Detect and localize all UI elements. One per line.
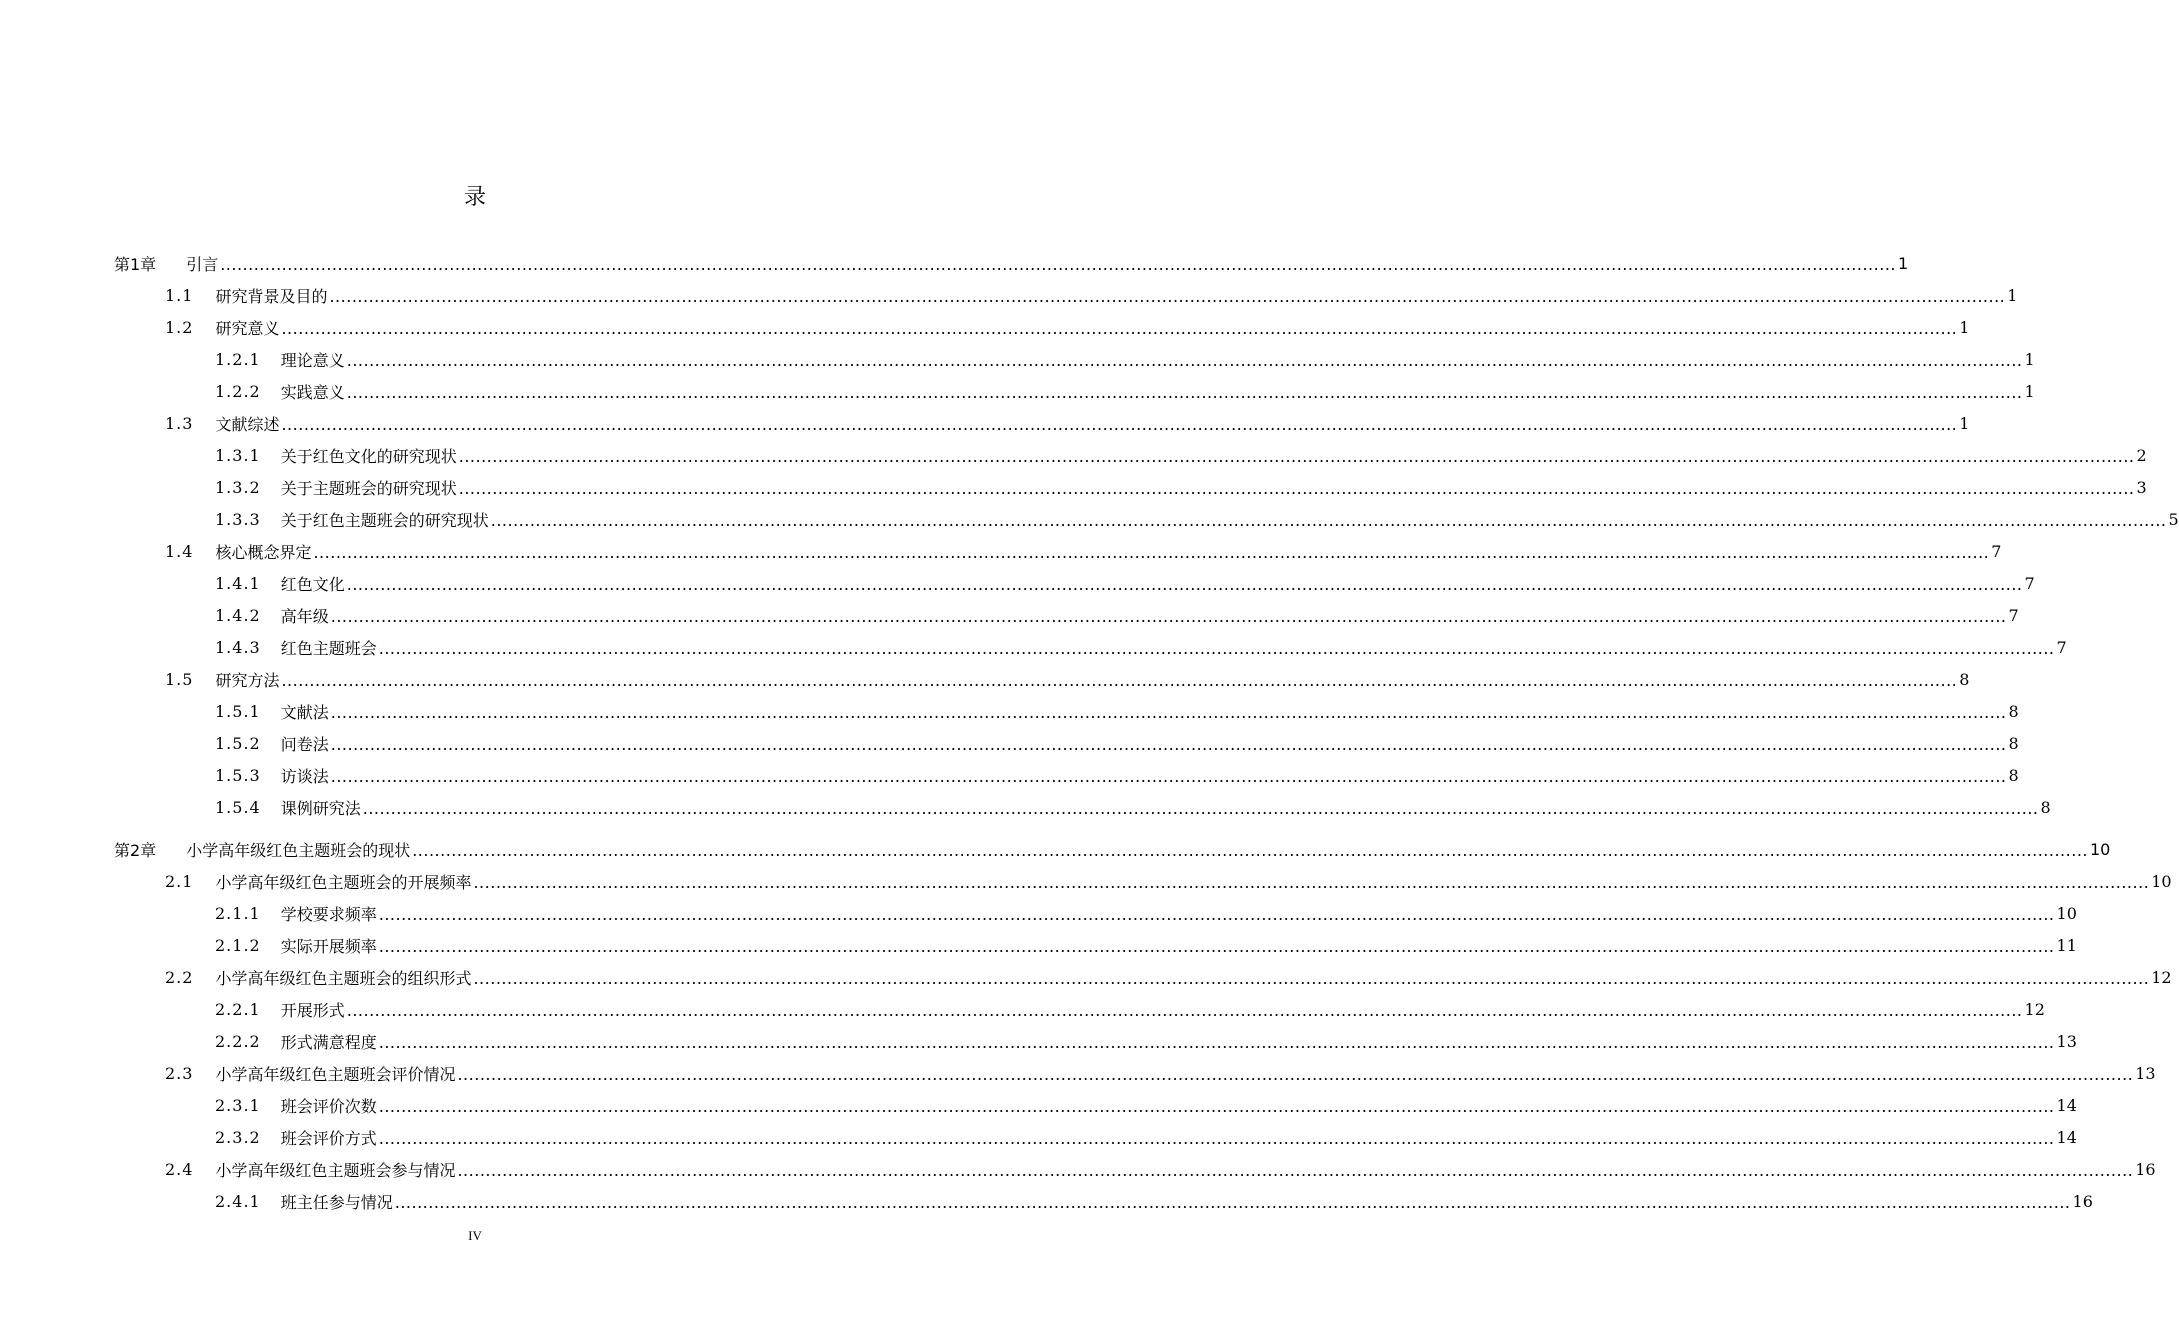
- toc-dot-leader: ............................................................................................................................................................................................................................................................................................................: [220, 254, 1896, 274]
- toc-entry-page-number: 1: [1897, 253, 1909, 273]
- toc-dot-leader: ............................................................................................................................................................................................................................................................................................................: [458, 446, 2135, 466]
- toc-subsection-entry[interactable]: [0, 898, 2077, 928]
- toc-dot-leader: ............................................................................................................................................................................................................................................................................................................: [378, 904, 2055, 924]
- toc-subsection-entry[interactable]: [0, 994, 2045, 1024]
- toc-dot-leader: ............................................................................................................................................................................................................................................................................................................: [473, 968, 2150, 988]
- toc-entry-page-number: 13: [2135, 1063, 2156, 1083]
- toc-entry-title: 小学高年级红色主题班会参与情况: [215, 1160, 456, 1180]
- toc-entry-page-number: 11: [2056, 935, 2077, 955]
- toc-entry-title: 班会评价方式: [280, 1128, 377, 1148]
- toc-entry-title: 研究意义: [215, 318, 280, 338]
- toc-entry-page-number: 12: [2151, 967, 2172, 987]
- toc-entry-title: 研究背景及目的: [215, 286, 328, 306]
- toc-entry-title: 核心概念界定: [215, 542, 312, 562]
- toc-entry-page-number: 14: [2056, 1127, 2077, 1147]
- toc-dot-leader: ............................................................................................................................................................................................................................................................................................................: [378, 1096, 2055, 1116]
- toc-entry-title: 形式满意程度: [280, 1032, 377, 1052]
- toc-subsection-entry[interactable]: [0, 472, 2147, 502]
- page-number-footer: IV: [468, 1228, 482, 1243]
- toc-entry-number: 1.3.2: [215, 477, 261, 497]
- toc-section-entry[interactable]: [0, 312, 1970, 342]
- toc-subsection-entry[interactable]: [0, 696, 2019, 726]
- toc-entry-page-number: 7: [2056, 637, 2067, 657]
- toc-dot-leader: ............................................................................................................................................................................................................................................................................................................: [330, 766, 2007, 786]
- toc-section-entry[interactable]: [0, 280, 2018, 310]
- toc-entry-page-number: 10: [2056, 903, 2077, 923]
- toc-entry-page-number: 8: [2008, 701, 2019, 721]
- toc-dot-leader: ............................................................................................................................................................................................................................................................................................................: [490, 510, 2167, 530]
- toc-entry-page-number: 7: [2024, 573, 2035, 593]
- toc-entry-title: 实践意义: [280, 382, 345, 402]
- toc-dot-leader: ............................................................................................................................................................................................................................................................................................................: [346, 1000, 2023, 1020]
- toc-entry-number: 2.2.1: [215, 999, 261, 1019]
- toc-dot-leader: ............................................................................................................................................................................................................................................................................................................: [458, 478, 2135, 498]
- toc-entry-title: 班主任参与情况: [280, 1192, 393, 1212]
- toc-subsection-entry[interactable]: [0, 792, 2051, 822]
- toc-dot-leader: ............................................................................................................................................................................................................................................................................................................: [473, 872, 2150, 892]
- toc-entry-number: 第2章: [114, 840, 157, 860]
- toc-dot-leader: ............................................................................................................................................................................................................................................................................................................: [457, 1064, 2134, 1084]
- toc-entry-number: 1.1: [165, 285, 194, 305]
- toc-section-entry[interactable]: [0, 1058, 2156, 1088]
- toc-entry-title: 实际开展频率: [280, 936, 377, 956]
- toc-entry-number: 1.2.2: [215, 381, 261, 401]
- toc-dot-leader: ............................................................................................................................................................................................................................................................................................................: [457, 1160, 2134, 1180]
- toc-entry-number: 1.5.2: [215, 733, 261, 753]
- toc-entry-title: 关于红色文化的研究现状: [280, 446, 457, 466]
- toc-entry-number: 1.2.1: [215, 349, 261, 369]
- toc-entry-number: 2.3.1: [215, 1095, 261, 1115]
- toc-entry-page-number: 8: [2040, 797, 2051, 817]
- toc-entry-title: 研究方法: [215, 670, 280, 690]
- toc-chapter-entry[interactable]: [0, 834, 2111, 864]
- toc-subsection-entry[interactable]: [0, 344, 2035, 374]
- toc-entry-title: 开展形式: [280, 1000, 345, 1020]
- toc-entry-number: 1.4: [165, 541, 194, 561]
- toc-entry-page-number: 16: [2072, 1191, 2093, 1211]
- toc-entry-title: 小学高年级红色主题班会评价情况: [215, 1064, 456, 1084]
- toc-entry-number: 1.2: [165, 317, 194, 337]
- toc-entry-title: 引言: [186, 254, 219, 274]
- toc-dot-leader: ............................................................................................................................................................................................................................................................................................................: [313, 542, 1990, 562]
- toc-entry-number: 2.4: [165, 1159, 194, 1179]
- toc-entry-page-number: 8: [2008, 733, 2019, 753]
- toc-entry-title: 班会评价次数: [280, 1096, 377, 1116]
- toc-entry-number: 1.4.1: [215, 573, 261, 593]
- toc-subsection-entry[interactable]: [0, 1026, 2077, 1056]
- toc-dot-leader: ............................................................................................................................................................................................................................................................................................................: [330, 702, 2007, 722]
- toc-entry-title: 课例研究法: [280, 798, 361, 818]
- toc-entry-page-number: 5: [2168, 509, 2179, 529]
- toc-entry-page-number: 1: [2007, 285, 2018, 305]
- toc-subsection-entry[interactable]: [0, 376, 2035, 406]
- toc-entry-number: 1.5.3: [215, 765, 261, 785]
- toc-subsection-entry[interactable]: [0, 1122, 2077, 1152]
- toc-dot-leader: ............................................................................................................................................................................................................................................................................................................: [329, 286, 2006, 306]
- toc-entry-page-number: 8: [2008, 765, 2019, 785]
- toc-dot-leader: ............................................................................................................................................................................................................................................................................................................: [281, 318, 1958, 338]
- toc-entry-title: 红色文化: [280, 574, 345, 594]
- toc-entry-page-number: 14: [2056, 1095, 2077, 1115]
- toc-entry-page-number: 1: [2024, 349, 2035, 369]
- toc-subsection-entry[interactable]: [0, 1186, 2093, 1216]
- toc-section-entry[interactable]: [0, 408, 1970, 438]
- toc-entry-title: 访谈法: [280, 766, 329, 786]
- toc-dot-leader: ............................................................................................................................................................................................................................................................................................................: [394, 1192, 2071, 1212]
- toc-entry-number: 2.4.1: [215, 1191, 261, 1211]
- toc-entry-page-number: 7: [2008, 605, 2019, 625]
- toc-entry-title: 小学高年级红色主题班会的现状: [186, 840, 411, 860]
- toc-entry-title: 理论意义: [280, 350, 345, 370]
- toc-entry-page-number: 1: [1959, 413, 1970, 433]
- toc-entry-page-number: 13: [2056, 1031, 2077, 1051]
- toc-subsection-entry[interactable]: [0, 440, 2147, 470]
- toc-entry-number: 2.3: [165, 1063, 194, 1083]
- toc-entry-number: 1.5.4: [215, 797, 261, 817]
- toc-entry-number: 1.4.2: [215, 605, 261, 625]
- toc-dot-leader: ............................................................................................................................................................................................................................................................................................................: [330, 734, 2007, 754]
- toc-section-entry[interactable]: [0, 1154, 2156, 1184]
- toc-entry-page-number: 7: [1991, 541, 2002, 561]
- toc-dot-leader: ............................................................................................................................................................................................................................................................................................................: [346, 350, 2023, 370]
- toc-entry-title: 学校要求频率: [280, 904, 377, 924]
- toc-dot-leader: ............................................................................................................................................................................................................................................................................................................: [362, 798, 2039, 818]
- toc-entry-number: 1.3: [165, 413, 194, 433]
- toc-subsection-entry[interactable]: [0, 632, 2067, 662]
- toc-entry-number: 1.3.1: [215, 445, 261, 465]
- toc-entry-title: 小学高年级红色主题班会的组织形式: [215, 968, 472, 988]
- toc-entry-number: 2.3.2: [215, 1127, 261, 1147]
- toc-entry-title: 高年级: [280, 606, 329, 626]
- toc-entry-page-number: 2: [2136, 445, 2147, 465]
- toc-section-entry[interactable]: [0, 866, 2172, 896]
- toc-dot-leader: ............................................................................................................................................................................................................................................................................................................: [330, 606, 2007, 626]
- toc-entry-page-number: 10: [2089, 839, 2111, 859]
- toc-section-entry[interactable]: [0, 536, 2002, 566]
- toc-entry-number: 1.3.3: [215, 509, 261, 529]
- toc-entry-page-number: 1: [1959, 317, 1970, 337]
- toc-entry-page-number: 8: [1959, 669, 1970, 689]
- toc-entry-page-number: 16: [2135, 1159, 2156, 1179]
- toc-subsection-entry[interactable]: [0, 504, 2179, 534]
- toc-entry-title: 关于红色主题班会的研究现状: [280, 510, 489, 530]
- toc-dot-leader: ............................................................................................................................................................................................................................................................................................................: [281, 414, 1958, 434]
- toc-dot-leader: ............................................................................................................................................................................................................................................................................................................: [281, 670, 1958, 690]
- toc-entry-page-number: 1: [2024, 381, 2035, 401]
- toc-dot-leader: ............................................................................................................................................................................................................................................................................................................: [412, 840, 2088, 860]
- toc-entry-title: 红色主题班会: [280, 638, 377, 658]
- toc-section-entry[interactable]: [0, 962, 2172, 992]
- toc-dot-leader: ............................................................................................................................................................................................................................................................................................................: [378, 1032, 2055, 1052]
- toc-dot-leader: ............................................................................................................................................................................................................................................................................................................: [378, 638, 2055, 658]
- toc-dot-leader: ............................................................................................................................................................................................................................................................................................................: [378, 936, 2055, 956]
- toc-subsection-entry[interactable]: [0, 930, 2077, 960]
- toc-subsection-entry[interactable]: [0, 760, 2019, 790]
- toc-subsection-entry[interactable]: [0, 1090, 2077, 1120]
- toc-entry-number: 2.2: [165, 967, 194, 987]
- toc-entry-title: 小学高年级红色主题班会的开展频率: [215, 872, 472, 892]
- toc-entry-number: 2.1.2: [215, 935, 261, 955]
- toc-entry-number: 第1章: [114, 254, 157, 274]
- toc-dot-leader: ............................................................................................................................................................................................................................................................................................................: [346, 382, 2023, 402]
- toc-entry-title: 关于主题班会的研究现状: [280, 478, 457, 498]
- toc-subsection-entry[interactable]: [0, 728, 2019, 758]
- toc-entry-number: 2.1.1: [215, 903, 261, 923]
- toc-dot-leader: ............................................................................................................................................................................................................................................................................................................: [378, 1128, 2055, 1148]
- toc-entry-number: 1.5: [165, 669, 194, 689]
- toc-subsection-entry[interactable]: [0, 600, 2019, 630]
- toc-dot-leader: ............................................................................................................................................................................................................................................................................................................: [346, 574, 2023, 594]
- toc-entry-title: 文献综述: [215, 414, 280, 434]
- toc-entry-number: 2.2.2: [215, 1031, 261, 1051]
- toc-title: 录: [463, 185, 486, 210]
- toc-entry-title: 问卷法: [280, 734, 329, 754]
- toc-entry-number: 1.5.1: [215, 701, 261, 721]
- toc-entry-number: 1.4.3: [215, 637, 261, 657]
- toc-section-entry[interactable]: [0, 664, 1970, 694]
- toc-entry-page-number: 10: [2151, 871, 2172, 891]
- toc-entry-page-number: 3: [2136, 477, 2147, 497]
- toc-entry-page-number: 12: [2024, 999, 2045, 1019]
- toc-entry-number: 2.1: [165, 871, 194, 891]
- toc-entry-title: 文献法: [280, 702, 329, 722]
- toc-subsection-entry[interactable]: [0, 568, 2035, 598]
- toc-chapter-entry[interactable]: [0, 248, 1909, 278]
